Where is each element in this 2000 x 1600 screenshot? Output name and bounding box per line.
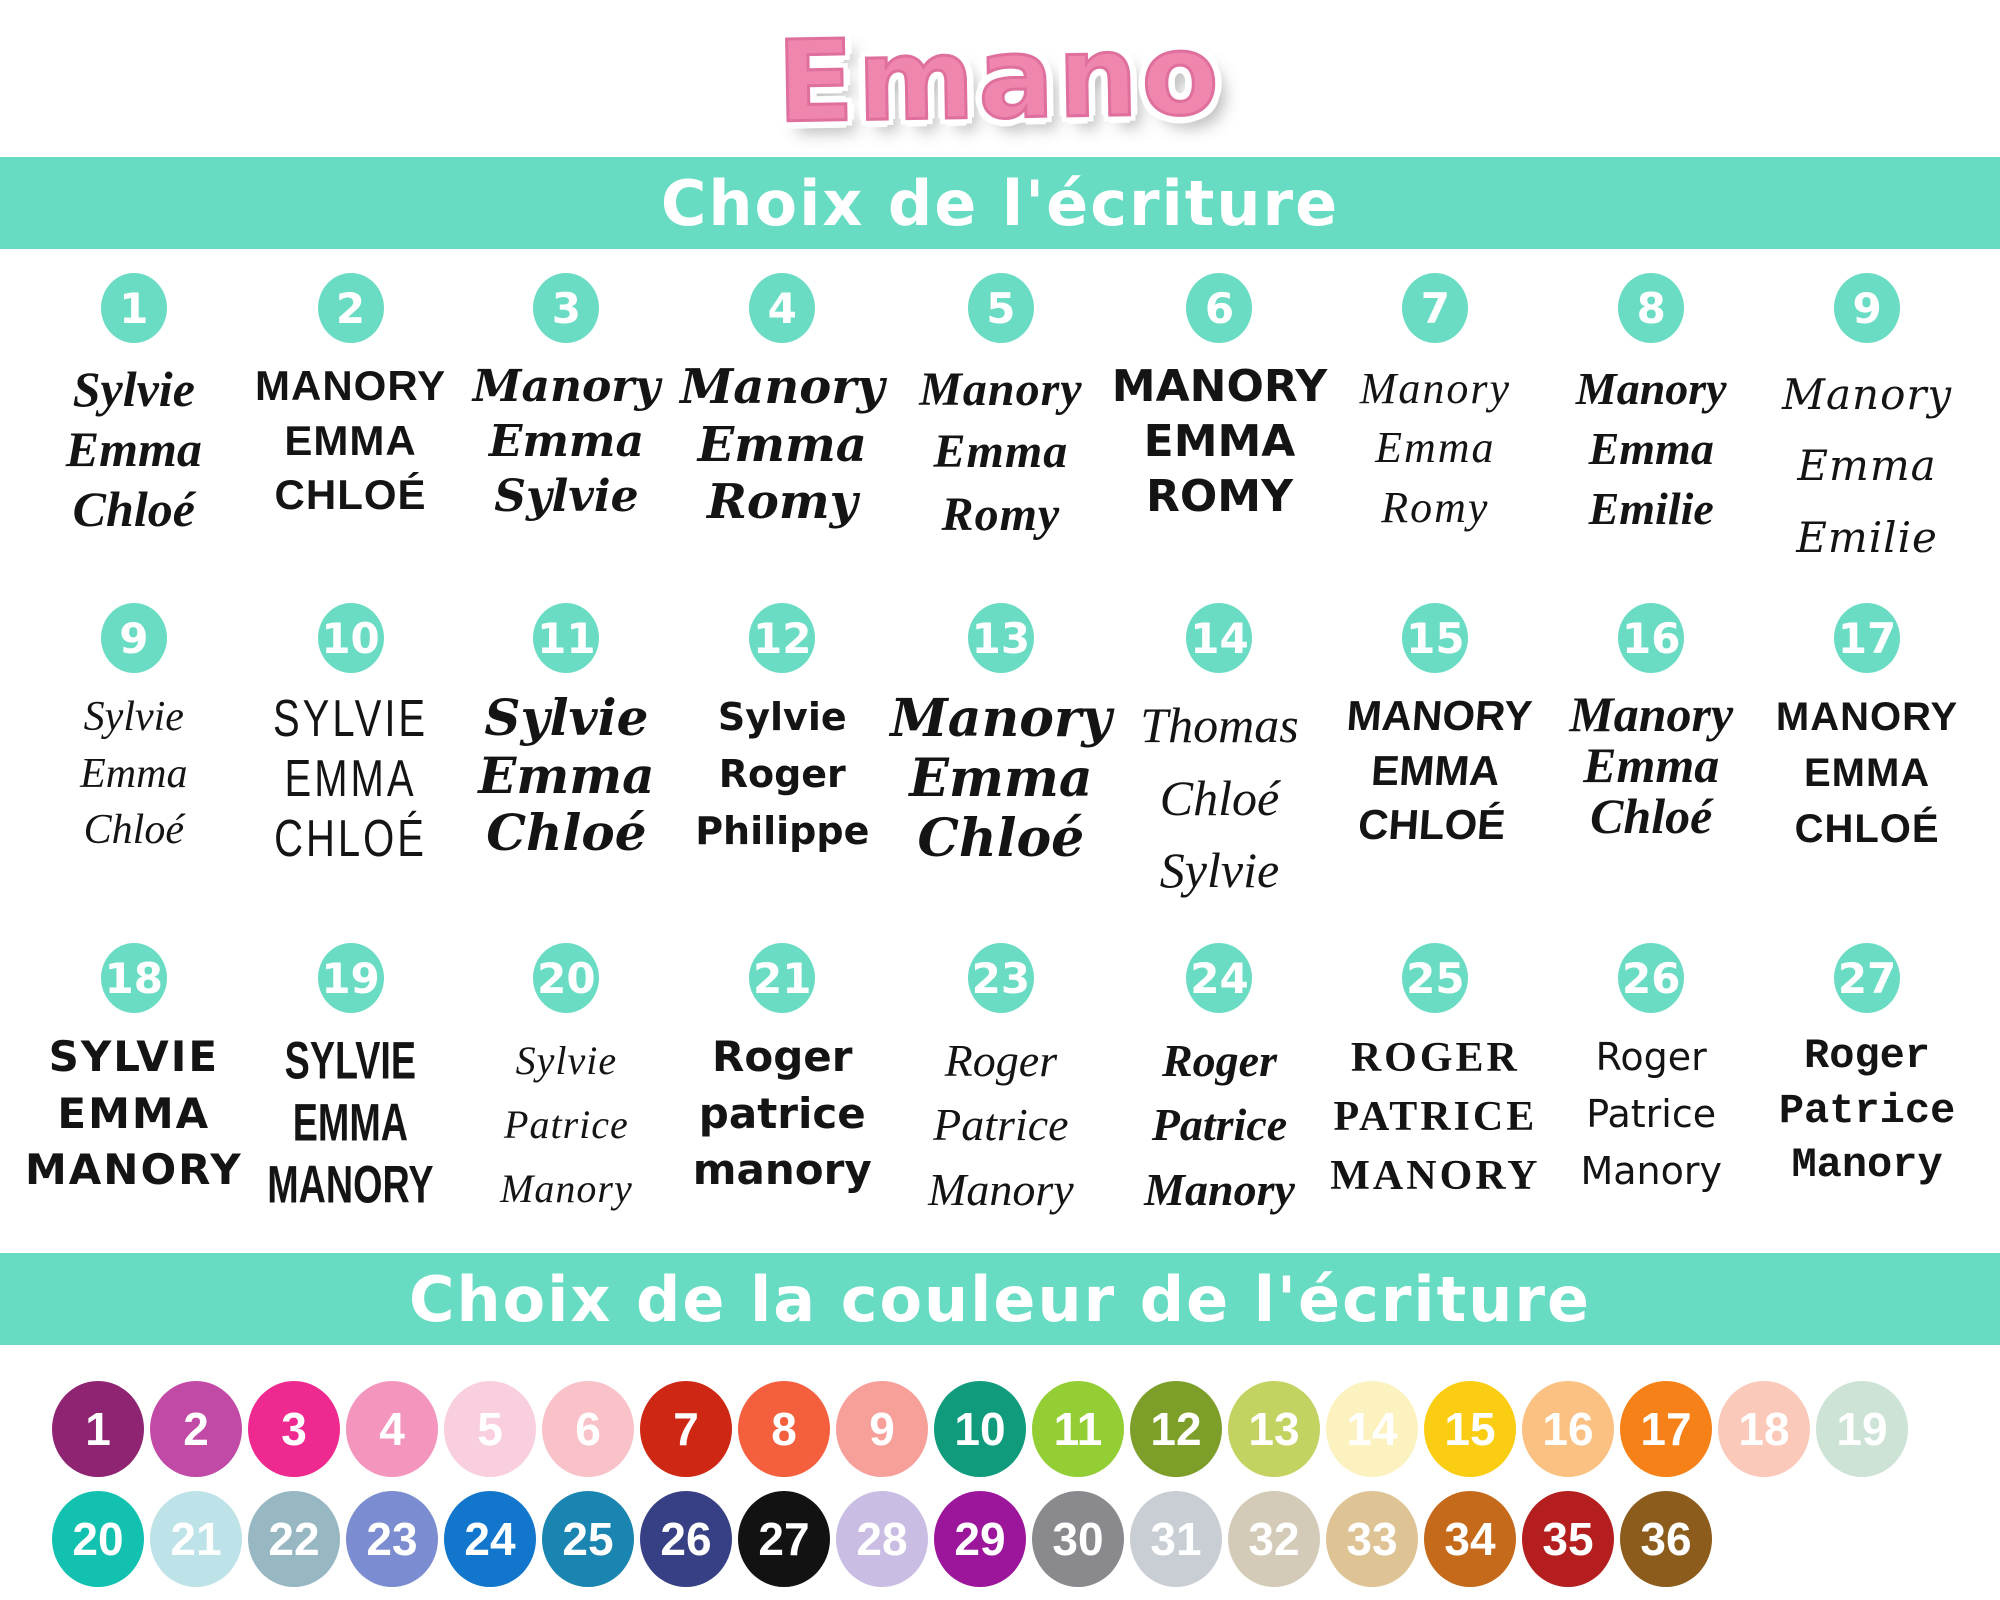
- color-number: 24: [464, 1513, 516, 1565]
- font-number-badge: [749, 603, 815, 673]
- color-option: [934, 1491, 1026, 1587]
- color-number: 19: [1836, 1403, 1888, 1455]
- font-number: 21: [753, 953, 812, 1003]
- font-option: [674, 603, 890, 943]
- color-option: [1718, 1381, 1810, 1477]
- font-sample-line: Manory: [1580, 1149, 1722, 1193]
- color-number: 17: [1640, 1403, 1692, 1455]
- font-sample-line: MANORY: [25, 1145, 243, 1195]
- font-sample: [273, 689, 428, 869]
- color-option: [150, 1381, 242, 1477]
- font-sample-line: Manory: [1569, 686, 1734, 742]
- color-option: [52, 1491, 144, 1587]
- font-option: [1543, 273, 1759, 603]
- color-number: 32: [1248, 1513, 1300, 1565]
- font-sample: [80, 689, 187, 859]
- font-sample-line: Sylvie: [72, 361, 195, 417]
- color-number: 34: [1444, 1513, 1496, 1565]
- color-number: 11: [1053, 1403, 1103, 1455]
- font-option: [243, 603, 459, 943]
- color-option: [346, 1491, 438, 1587]
- font-sample-line: Sylvie: [484, 688, 649, 747]
- color-number: 14: [1346, 1403, 1398, 1455]
- font-sample-line: Roger: [712, 1032, 853, 1081]
- font-number-badge: [101, 273, 167, 343]
- font-sample: [1779, 1029, 1955, 1193]
- font-number: 19: [321, 953, 380, 1003]
- color-number: 1: [85, 1403, 111, 1455]
- font-option: [1327, 273, 1543, 603]
- font-option: [25, 273, 243, 603]
- color-option: [1620, 1381, 1712, 1477]
- font-option: [458, 273, 674, 603]
- font-sample-line: Emma: [697, 416, 867, 473]
- color-option: [1424, 1381, 1516, 1477]
- color-row-1: [52, 1381, 2000, 1477]
- color-number: 30: [1052, 1513, 1104, 1565]
- color-number: 13: [1248, 1403, 1300, 1455]
- color-number: 21: [170, 1513, 222, 1565]
- font-sample-line: Manory: [1781, 370, 1953, 419]
- font-option: [674, 273, 890, 603]
- color-number: 16: [1542, 1403, 1594, 1455]
- color-number: 2: [183, 1403, 209, 1455]
- color-option: [346, 1381, 438, 1477]
- font-sample: [1360, 359, 1511, 537]
- font-number: 13: [971, 613, 1031, 663]
- font-sample-line: MANORY: [1111, 361, 1328, 412]
- color-option: [444, 1491, 536, 1587]
- font-option: [243, 273, 459, 603]
- font-sample-line: Roger: [1161, 1035, 1277, 1086]
- font-sample-line: Emma: [65, 421, 202, 477]
- font-number-badge: [533, 273, 599, 343]
- color-number: 29: [954, 1513, 1006, 1565]
- color-row-2: [52, 1491, 2000, 1587]
- font-number-badge: [1834, 273, 1900, 343]
- font-sample-line: ROGER: [1350, 1035, 1520, 1081]
- color-number: 9: [869, 1403, 895, 1455]
- color-number: 22: [268, 1513, 320, 1565]
- font-option: [1112, 273, 1328, 603]
- font-sample: [1782, 359, 1952, 573]
- color-option: [1522, 1381, 1614, 1477]
- color-option: [1620, 1491, 1712, 1587]
- font-sample: [1144, 1029, 1295, 1222]
- font-sample: [890, 689, 1111, 868]
- color-number: 36: [1640, 1513, 1692, 1565]
- font-number-badge: [1834, 943, 1900, 1013]
- colors-banner: [0, 1253, 2000, 1345]
- font-sample-line: EMMA: [1803, 751, 1931, 795]
- color-option: [248, 1491, 340, 1587]
- color-number: 15: [1444, 1403, 1496, 1455]
- color-option: [1130, 1381, 1222, 1477]
- color-number: 8: [771, 1403, 797, 1455]
- font-sample-line: Emma: [933, 425, 1069, 479]
- font-number: 18: [104, 953, 164, 1003]
- color-number: 26: [660, 1513, 712, 1565]
- font-option: [25, 943, 243, 1253]
- font-sample-line: Manory: [500, 1166, 633, 1211]
- font-sample-line: CHLOÉ: [274, 471, 427, 519]
- font-sample-line: Manory: [919, 363, 1083, 416]
- color-number: 33: [1346, 1513, 1398, 1565]
- font-sample-line: CHLOÉ: [274, 810, 427, 868]
- color-option: [640, 1381, 732, 1477]
- font-sample-line: Patrice: [504, 1102, 629, 1147]
- font-options-grid: [0, 249, 2000, 1253]
- font-number-badge: [1618, 603, 1684, 673]
- font-number: 12: [753, 613, 812, 663]
- color-option: [1032, 1491, 1124, 1587]
- color-number: 12: [1150, 1403, 1202, 1455]
- font-sample: [255, 359, 446, 523]
- font-option: [1759, 603, 1975, 943]
- font-sample: [1337, 689, 1534, 853]
- font-number: 8: [1636, 283, 1666, 333]
- font-number-badge: [101, 603, 167, 673]
- font-sample-line: Thomas: [1140, 697, 1299, 753]
- colors-banner-title: Choix de la couleur de l'écriture: [408, 1262, 1592, 1336]
- font-number-badge: [1618, 943, 1684, 1013]
- font-sample-line: EMMA: [292, 1092, 409, 1152]
- font-sample-line: Manory: [472, 361, 661, 412]
- font-number: 9: [119, 613, 149, 663]
- font-option: [25, 603, 243, 943]
- color-option: [150, 1491, 242, 1587]
- font-sample-line: Romy: [706, 474, 858, 531]
- font-sample-line: Romy: [1381, 482, 1490, 532]
- font-number-badge: [1402, 943, 1468, 1013]
- emano-logo: Emano: [776, 9, 1224, 148]
- font-sample-line: manory: [692, 1145, 872, 1195]
- color-number: 35: [1542, 1513, 1594, 1565]
- font-option: [1759, 943, 1975, 1253]
- font-sample: [478, 689, 654, 862]
- color-option: [836, 1491, 928, 1587]
- color-option: [542, 1491, 634, 1587]
- font-sample-line: Emma: [80, 750, 188, 797]
- font-sample-line: Emilie: [1588, 482, 1714, 534]
- font-number: 2: [335, 283, 366, 333]
- font-sample-line: Chloé: [1159, 769, 1280, 826]
- font-sample-line: Sylvie: [83, 694, 184, 740]
- color-option: [1424, 1491, 1516, 1587]
- font-sample-line: PATRICE: [1333, 1093, 1538, 1140]
- font-sample-line: Emma: [1797, 441, 1937, 491]
- font-sample-line: Chloé: [83, 807, 184, 854]
- font-sample-line: Roger: [944, 1035, 1058, 1086]
- font-sample: [695, 689, 869, 860]
- font-sample: [1776, 689, 1958, 857]
- color-option: [1032, 1381, 1124, 1477]
- font-sample: [1330, 1029, 1540, 1205]
- color-number: 28: [856, 1513, 908, 1565]
- font-sample-line: EMMA: [284, 750, 417, 808]
- color-number: 27: [758, 1513, 810, 1565]
- font-sample-line: Manory: [680, 359, 885, 415]
- font-option: [1543, 603, 1759, 943]
- font-sample-line: EMMA: [1369, 746, 1502, 794]
- font-sample: [693, 1029, 872, 1199]
- font-sample-line: Manory: [1359, 364, 1511, 413]
- font-sample-line: Emma: [1583, 737, 1720, 793]
- font-option: [243, 943, 459, 1253]
- font-sample: [500, 1029, 633, 1221]
- font-sample-line: Sylvie: [717, 695, 847, 739]
- font-number: 15: [1406, 613, 1465, 663]
- font-option: [890, 273, 1111, 603]
- font-number: 16: [1621, 613, 1681, 663]
- font-sample-line: MANORY: [255, 362, 447, 409]
- font-sample-line: Patrice: [933, 1099, 1069, 1151]
- color-option: [934, 1381, 1026, 1477]
- font-number-badge: [318, 273, 384, 343]
- color-option: [542, 1381, 634, 1477]
- font-number-badge: [968, 943, 1034, 1013]
- font-sample-line: MANORY: [1330, 1152, 1541, 1199]
- font-sample-line: Manory: [1791, 1141, 1943, 1190]
- font-number-badge: [318, 943, 384, 1013]
- font-sample-line: EMMA: [57, 1088, 211, 1138]
- font-sample: [66, 359, 202, 539]
- font-number: 26: [1621, 953, 1681, 1003]
- font-sample-line: Patrice: [1151, 1099, 1288, 1151]
- font-number: 6: [1204, 283, 1235, 333]
- font-sample-line: Chloé: [486, 803, 647, 862]
- font-sample-line: Emilie: [1796, 512, 1938, 562]
- color-option: [1228, 1381, 1320, 1477]
- font-sample: [473, 359, 660, 524]
- font-number-badge: [101, 943, 167, 1013]
- color-option: [1326, 1491, 1418, 1587]
- font-sample: [1140, 689, 1298, 907]
- color-number: 31: [1150, 1513, 1202, 1565]
- font-sample: [680, 359, 884, 532]
- font-option: [1759, 273, 1975, 603]
- font-sample-line: Sylvie: [515, 1038, 618, 1083]
- font-sample-line: Emma: [1588, 422, 1714, 474]
- font-option: [1112, 603, 1328, 943]
- font-sample-line: MANORY: [1775, 695, 1959, 739]
- font-number-badge: [968, 273, 1034, 343]
- font-sample-line: Chloé: [917, 807, 1085, 869]
- font-option: [458, 603, 674, 943]
- font-option: [674, 943, 890, 1253]
- font-sample: [25, 1029, 243, 1199]
- font-number: 11: [537, 613, 596, 663]
- font-sample-line: patrice: [698, 1088, 866, 1138]
- color-option: [1228, 1491, 1320, 1587]
- font-sample: [928, 1029, 1074, 1222]
- font-sample-line: ROMY: [1146, 471, 1293, 522]
- font-number-badge: [318, 603, 384, 673]
- font-sample-line: Roger: [1595, 1035, 1707, 1079]
- font-sample: [1580, 1029, 1722, 1200]
- font-sample-line: EMMA: [284, 416, 417, 464]
- color-number: 23: [366, 1513, 418, 1565]
- font-sample-line: Emma: [478, 745, 655, 805]
- font-number: 4: [767, 283, 797, 333]
- font-number-badge: [968, 603, 1034, 673]
- font-number: 20: [537, 953, 596, 1003]
- font-sample-line: Manory: [890, 688, 1112, 749]
- color-number: 4: [379, 1403, 405, 1455]
- color-number: 18: [1738, 1403, 1790, 1455]
- color-number: 7: [673, 1403, 699, 1455]
- fonts-banner-title: Choix de l'écriture: [660, 166, 1340, 240]
- font-number: 5: [986, 283, 1016, 333]
- font-number-badge: [533, 603, 599, 673]
- color-option: [1816, 1381, 1908, 1477]
- font-option: [1327, 943, 1543, 1253]
- font-number: 7: [1420, 283, 1450, 333]
- font-sample-line: CHLOÉ: [1356, 801, 1507, 849]
- font-number-badge: [1186, 273, 1252, 343]
- font-number: 1: [119, 283, 149, 333]
- font-number-badge: [533, 943, 599, 1013]
- font-sample-line: Roger: [1804, 1032, 1931, 1080]
- color-option: [1130, 1491, 1222, 1587]
- font-sample-line: SYLVIE: [48, 1032, 220, 1081]
- font-option: [1327, 603, 1543, 943]
- color-number: 10: [954, 1403, 1006, 1455]
- font-sample: [1576, 359, 1727, 538]
- color-options: [0, 1345, 2000, 1587]
- font-number-badge: [1618, 273, 1684, 343]
- font-sample: [1569, 686, 1734, 844]
- font-number: 14: [1190, 613, 1249, 663]
- font-sample-line: SYLVIE: [273, 690, 429, 748]
- font-sample-line: MANORY: [267, 1154, 434, 1215]
- font-sample: [249, 1029, 452, 1215]
- font-number-badge: [749, 273, 815, 343]
- font-sample: [1112, 359, 1327, 524]
- color-number: 3: [281, 1403, 307, 1455]
- font-option: [1543, 943, 1759, 1253]
- font-sample-line: Chloé: [72, 481, 195, 537]
- color-option: [738, 1381, 830, 1477]
- font-number: 3: [551, 283, 582, 333]
- font-number: 25: [1406, 953, 1465, 1003]
- font-sample-line: Manory: [928, 1163, 1074, 1215]
- color-option: [248, 1381, 340, 1477]
- logo-area: [0, 0, 2000, 157]
- font-number-badge: [1186, 603, 1252, 673]
- font-sample-line: Sylvie: [1159, 842, 1280, 898]
- font-sample-line: SYLVIE: [284, 1030, 417, 1090]
- font-sample-line: MANORY: [1345, 692, 1534, 739]
- fonts-banner: [0, 157, 2000, 249]
- font-sample-line: EMMA: [1143, 416, 1296, 467]
- color-option: [836, 1381, 928, 1477]
- font-sample-line: Emma: [1375, 423, 1496, 473]
- font-number-badge: [1402, 603, 1468, 673]
- font-number: 10: [321, 613, 380, 663]
- color-option: [1326, 1381, 1418, 1477]
- font-number: 9: [1852, 283, 1882, 333]
- font-number: 27: [1837, 953, 1897, 1003]
- font-number-badge: [1402, 273, 1468, 343]
- font-sample-line: Emma: [488, 416, 644, 467]
- font-number-badge: [1834, 603, 1900, 673]
- font-sample-line: Patrice: [1586, 1092, 1717, 1136]
- color-number: 5: [477, 1403, 503, 1455]
- font-sample-line: CHLOÉ: [1794, 807, 1940, 851]
- font-option: [458, 943, 674, 1253]
- color-option: [52, 1381, 144, 1477]
- color-number: 25: [562, 1513, 614, 1565]
- font-sample-line: Romy: [941, 487, 1061, 541]
- color-option: [738, 1491, 830, 1587]
- font-number-badge: [1186, 943, 1252, 1013]
- font-sample-line: Philippe: [695, 809, 870, 853]
- font-sample-line: Patrice: [1778, 1086, 1956, 1135]
- font-option: [1112, 943, 1328, 1253]
- color-number: 20: [72, 1513, 124, 1565]
- font-number: 24: [1190, 953, 1249, 1003]
- font-number: 23: [971, 953, 1031, 1003]
- font-sample-line: Sylvie: [494, 471, 639, 522]
- font-sample: [919, 359, 1082, 546]
- color-option: [444, 1381, 536, 1477]
- color-number: 6: [575, 1403, 601, 1455]
- color-option: [1522, 1491, 1614, 1587]
- color-option: [640, 1491, 732, 1587]
- font-option: [890, 943, 1111, 1253]
- font-sample-line: Manory: [1575, 363, 1727, 414]
- font-sample-line: Roger: [718, 752, 846, 796]
- font-number: 17: [1837, 613, 1897, 663]
- font-sample-line: Emma: [909, 747, 1093, 809]
- font-sample-line: Manory: [1144, 1163, 1295, 1215]
- font-sample-line: Chloé: [1590, 788, 1713, 844]
- font-number-badge: [749, 943, 815, 1013]
- font-option: [890, 603, 1111, 943]
